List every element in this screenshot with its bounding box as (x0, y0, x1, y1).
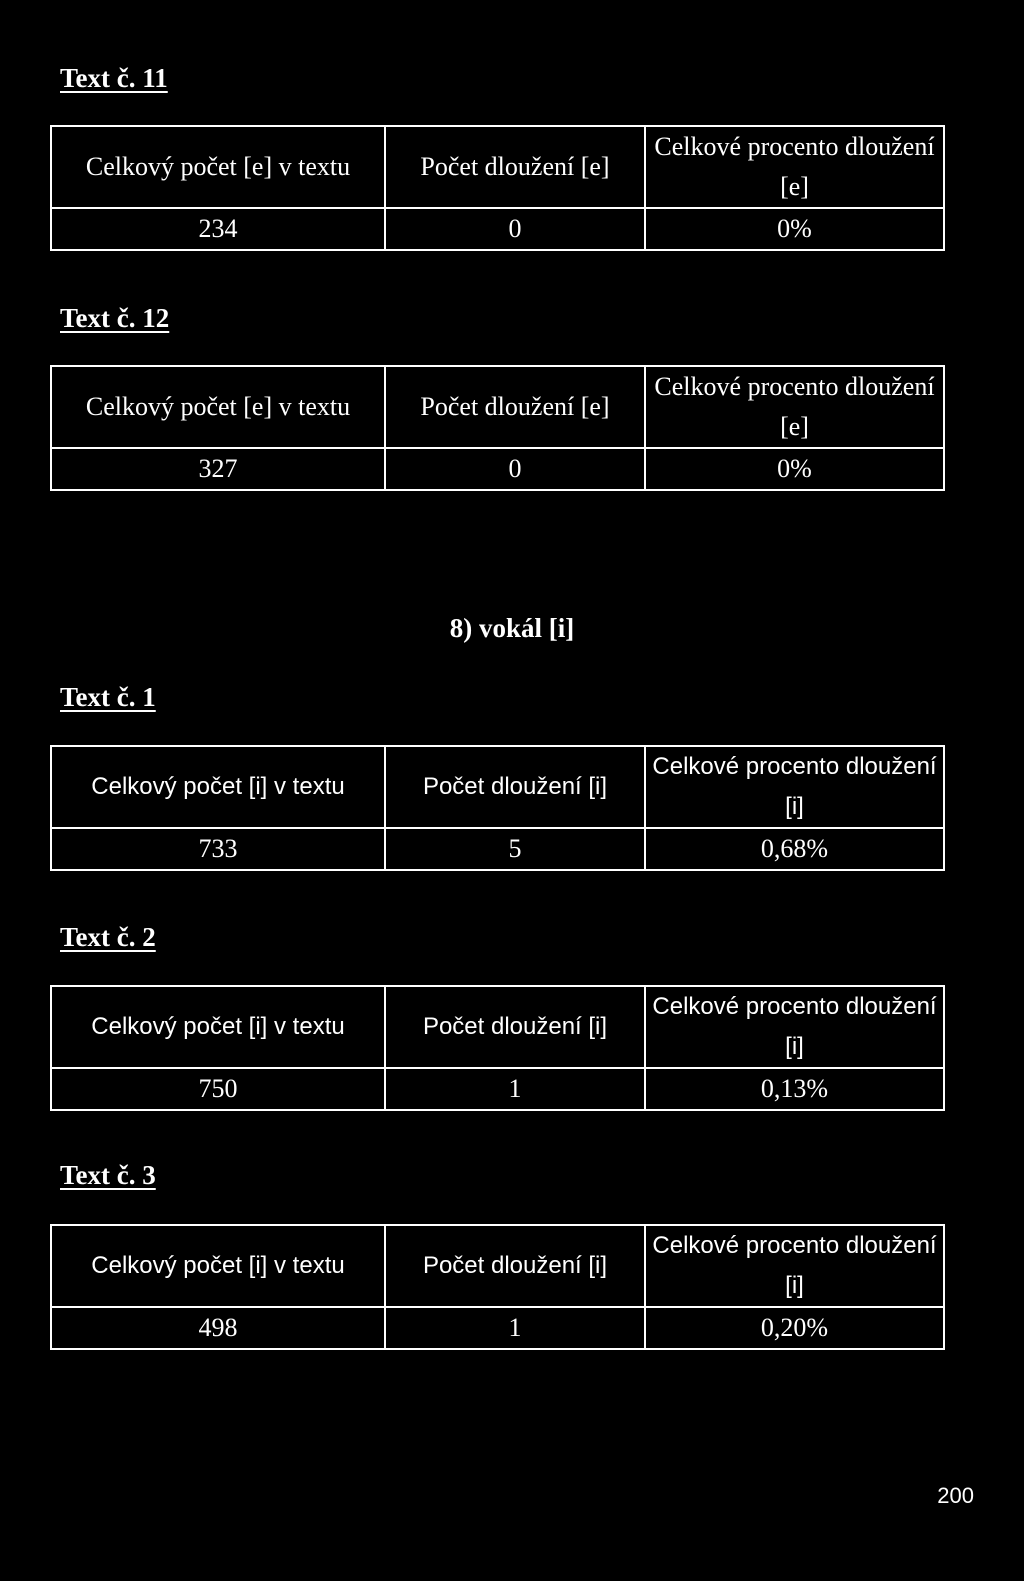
text-label: Text č. 1 (60, 682, 156, 712)
table-row (51, 1307, 944, 1349)
header-lengthening-count: Počet dloužení [i] (385, 746, 645, 828)
text-label: Text č. 2 (60, 922, 156, 952)
table-header-row (51, 1225, 944, 1307)
stats-table (50, 365, 945, 491)
value-lengthening-percent: 0% (645, 208, 944, 250)
value-lengthening-percent: 0,13% (645, 1068, 944, 1110)
value-lengthening-percent: 0,20% (645, 1307, 944, 1349)
section-heading: 8) vokál [i] (449, 613, 575, 643)
value-total-count: 327 (51, 448, 385, 490)
page-number: 200 (937, 1483, 974, 1508)
stats-table (50, 125, 945, 251)
header-lengthening-count: Počet dloužení [e] (385, 366, 645, 448)
header-lengthening-count: Počet dloužení [e] (385, 126, 645, 208)
header-lengthening-percent: Celkové procento dloužení [e] (645, 366, 944, 448)
header-lengthening-count: Počet dloužení [i] (385, 1225, 645, 1307)
value-total-count: 498 (51, 1307, 385, 1349)
stats-table (50, 1224, 945, 1350)
value-lengthening-percent: 0,68% (645, 828, 944, 870)
value-total-count: 750 (51, 1068, 385, 1110)
text-label: Text č. 11 (60, 63, 168, 93)
header-lengthening-percent: Celkové procento dloužení [i] (645, 986, 944, 1068)
table-header-row (51, 746, 944, 828)
table-row (51, 828, 944, 870)
header-total-count: Celkový počet [e] v textu (51, 366, 385, 448)
header-lengthening-percent: Celkové procento dloužení [i] (645, 1225, 944, 1307)
table-row (51, 208, 944, 250)
header-lengthening-percent: Celkové procento dloužení [i] (645, 746, 944, 828)
header-total-count: Celkový počet [i] v textu (51, 1225, 385, 1307)
value-lengthening-count: 0 (385, 208, 645, 250)
value-total-count: 234 (51, 208, 385, 250)
table-header-row (51, 126, 944, 208)
text-label: Text č. 12 (60, 303, 170, 333)
value-lengthening-count: 0 (385, 448, 645, 490)
table-header-row (51, 366, 944, 448)
table-row (51, 1068, 944, 1110)
value-lengthening-percent: 0% (645, 448, 944, 490)
header-total-count: Celkový počet [i] v textu (51, 746, 385, 828)
value-lengthening-count: 5 (385, 828, 645, 870)
text-label: Text č. 3 (60, 1160, 156, 1190)
header-lengthening-count: Počet dloužení [i] (385, 986, 645, 1068)
table-header-row (51, 986, 944, 1068)
stats-table (50, 745, 945, 871)
header-total-count: Celkový počet [e] v textu (51, 126, 385, 208)
stats-table (50, 985, 945, 1111)
header-lengthening-percent: Celkové procento dloužení [e] (645, 126, 944, 208)
value-total-count: 733 (51, 828, 385, 870)
value-lengthening-count: 1 (385, 1068, 645, 1110)
table-row (51, 448, 944, 490)
value-lengthening-count: 1 (385, 1307, 645, 1349)
header-total-count: Celkový počet [i] v textu (51, 986, 385, 1068)
